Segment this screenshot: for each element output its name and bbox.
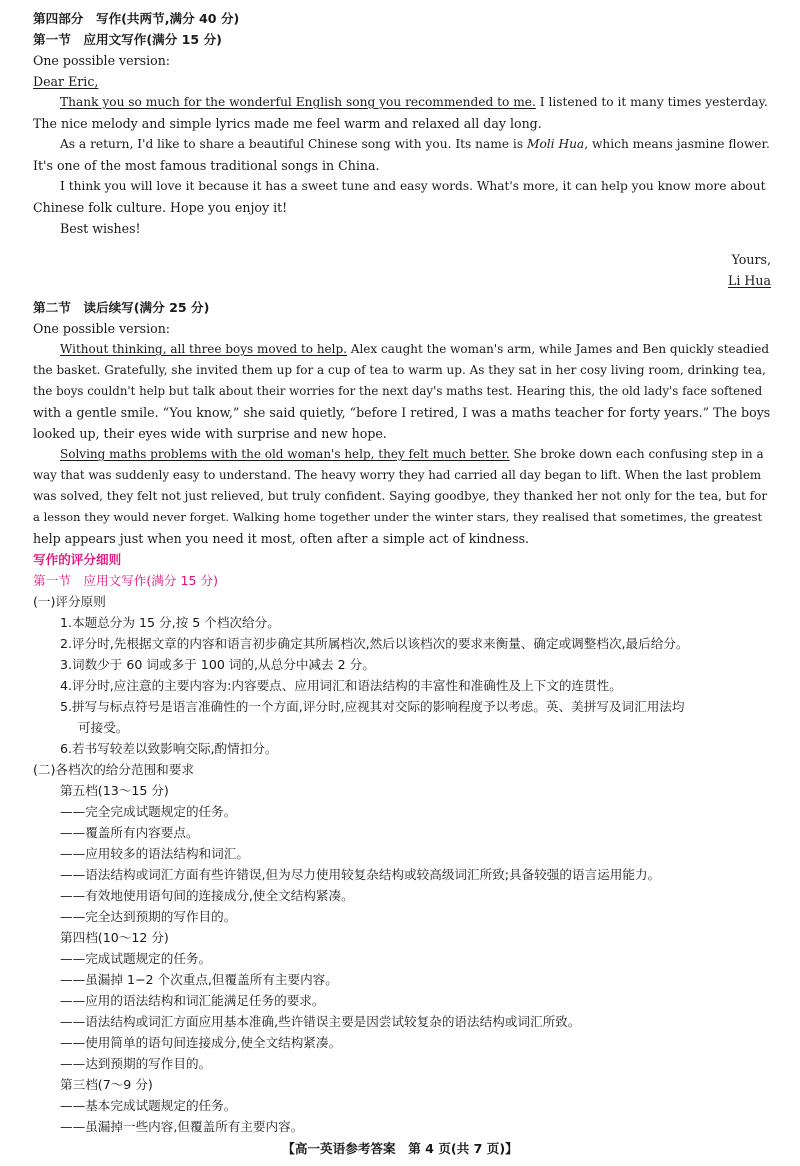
level5-title: 第五档(13～15 分) (60, 783, 169, 798)
letter-sign-name-text: Li Hua (728, 273, 771, 288)
section1-version-label: One possible version: (33, 53, 171, 68)
letter-p2-line2: It's one of the most famous traditional songs in China. (33, 158, 380, 173)
story-p2-topic: Solving maths problems with the old woman's help, they felt much better. (60, 447, 510, 461)
level4-item-6: ——达到预期的写作目的。 (60, 1056, 212, 1071)
level5-item-6: ——完全达到预期的写作目的。 (60, 909, 237, 924)
level5-item-4: ——语法结构或词汇方面有些许错误,但为尽力使用较复杂结构或较高级词汇所致;具备较强的语言运用能力。 (60, 867, 661, 882)
rubric-heading: 写作的评分细则 (33, 552, 122, 567)
rubric-principle-2: 2.评分时,先根据文章的内容和语言初步确定其所属档次,然后以该档次的要求来衡量、确定或调整档次,最后给分。 (60, 636, 689, 651)
letter-sign-name (33, 270, 771, 291)
letter-closing: Best wishes! (60, 221, 141, 236)
level4-item-5: ——使用简单的语句间连接成分,使全文结构紧凑。 (60, 1035, 342, 1050)
rubric-section1-title: 第一节 应用文写作(满分 15 分) (33, 573, 218, 588)
rubric-principle-5: 5.拼写与标点符号是语言准确性的一个方面,评分时,应视其对交际的影响程度予以考虑。英、美拼写及词汇用法均 (60, 699, 685, 714)
section2-title: 第二节 读后续写(满分 25 分) (33, 300, 210, 315)
letter-salutation-text: Dear Eric, (33, 74, 99, 89)
level5-item-2: ——覆盖所有内容要点。 (60, 825, 199, 840)
story-p2-l5: help appears just when you need it most, often after a simple act of kindness. (33, 531, 530, 546)
level5-item-3: ——应用较多的语法结构和词汇。 (60, 846, 249, 861)
story-p1-rest: Alex caught the woman's arm, while James and Ben quickly steadied (346, 342, 770, 356)
level4-item-2: ——虽漏掉 1−2 个次重点,但覆盖所有主要内容。 (60, 972, 338, 987)
level4-item-4: ——语法结构或词汇方面应用基本准确,些许错误主要是因尝试较复杂的语法结构或词汇所致。 (60, 1014, 581, 1029)
part4-title: 第四部分 写作(共两节,满分 40 分) (33, 11, 240, 26)
rubric-levels-title: (二)各档次的给分范围和要求 (33, 762, 194, 777)
rubric-principle-1: 1.本题总分为 15 分,按 5 个档次给分。 (60, 615, 280, 630)
story-p2-rest: She broke down each confusing step in a (509, 447, 764, 461)
story-p1-l3: the boys couldn't help but talk about their worries for the next day's maths test. Hearing this, the old lady's face softened (33, 384, 763, 398)
letter-p1-rest: I listened to it many times yesterday. (535, 95, 768, 109)
rubric-principle-5-cont: 可接受。 (78, 720, 129, 735)
story-p1-topic: Without thinking, all three boys moved to help. (60, 342, 347, 356)
letter-p1 (33, 92, 771, 113)
page-footer: 【高一英语参考答案 第 4 页(共 7 页)】 (282, 1141, 518, 1156)
story-p2-l2: way that was suddenly easy to understand. The heavy worry they had carried all day began to lift. When the last problem (33, 468, 762, 482)
level4-item-3: ——应用的语法结构和词汇能满足任务的要求。 (60, 993, 325, 1008)
level4-item-1: ——完成试题规定的任务。 (60, 951, 212, 966)
letter-p1-line2: The nice melody and simple lyrics made me feel warm and relaxed all day long. (33, 116, 542, 131)
section1-title: 第一节 应用文写作(满分 15 分) (33, 32, 222, 47)
level5-item-1: ——完全完成试题规定的任务。 (60, 804, 237, 819)
letter-sign-yours (33, 249, 771, 270)
letter-p3-line1: I think you will love it because it has a sweet tune and easy words. What's more, it can help you know more about (60, 179, 766, 193)
level3-item-2: ——虽漏掉一些内容,但覆盖所有主要内容。 (60, 1119, 304, 1134)
rubric-principles-title: (一)评分原则 (33, 594, 106, 609)
rubric-principle-6: 6.若书写较差以致影响交际,酌情扣分。 (60, 741, 278, 756)
story-p1 (33, 339, 771, 360)
level3-title: 第三档(7～9 分) (60, 1077, 153, 1092)
letter-sign-yours-text: Yours, (731, 252, 771, 267)
letter-p1-topic: Thank you so much for the wonderful English song you recommended to me. (60, 95, 536, 109)
story-p1-l2: the basket. Gratefully, she invited them up for a cup of tea to warm up. As they sat in her cosy living room, drinking tea, (33, 363, 766, 377)
section2-version-label: One possible version: (33, 321, 171, 336)
level3-item-1: ——基本完成试题规定的任务。 (60, 1098, 237, 1113)
letter-p2-song: Moli Hua (526, 137, 585, 151)
level5-item-5: ——有效地使用语句间的连接成分,使全文结构紧凑。 (60, 888, 354, 903)
letter-p2-b: , which means jasmine flower. (584, 137, 770, 151)
rubric-principle-3: 3.词数少于 60 词或多于 100 词的,从总分中减去 2 分。 (60, 657, 375, 672)
letter-p3-line2: Chinese folk culture. Hope you enjoy it! (33, 200, 288, 215)
level4-title: 第四档(10～12 分) (60, 930, 169, 945)
story-p2 (33, 444, 771, 465)
story-p2-l3: was solved, they felt not just relieved, but truly confident. Saying goodbye, they thanked her not only for the tea, but for (33, 489, 768, 503)
story-p1-l5: looked up, their eyes wide with surprise and new hope. (33, 426, 387, 441)
letter-p2-a: As a return, I'd like to share a beautiful Chinese song with you. Its name is (60, 137, 527, 151)
answer-page (33, 8, 771, 1137)
letter-salutation (33, 71, 771, 92)
rubric-principle-4: 4.评分时,应注意的主要内容为:内容要点、应用词汇和语法结构的丰富性和准确性及上下文的连贯性。 (60, 678, 622, 693)
letter-p2 (33, 134, 771, 155)
story-p1-l4: with a gentle smile. “You know,” she said quietly, “before I retired, I was a maths teacher for forty years.” The boys (33, 405, 771, 420)
story-p2-l4: a lesson they would never forget. Walking home together under the winter stars, they realised that sometimes, the greatest (33, 510, 763, 524)
